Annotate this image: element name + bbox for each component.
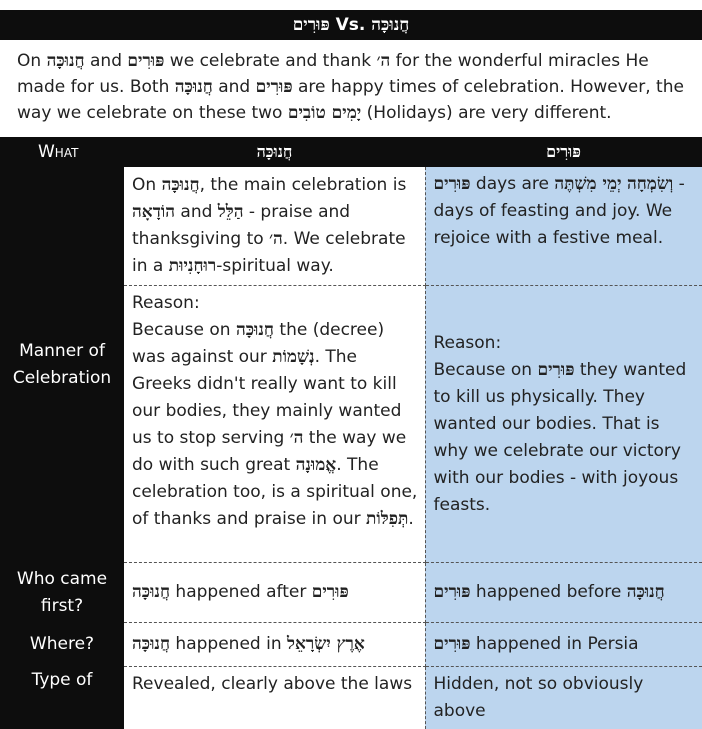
cell-chanukah-where [124,623,425,667]
cell-text: . The Greeks didn't really want to kill our bodies, they mainly wanted us to stop serving [132,347,401,448]
header-chanukah: חֲנוּכָּה [124,137,425,167]
cell-text: . We celebrate in a [132,229,406,276]
intro-hebrew: חֲנוּכָּה [47,51,85,71]
cell-chanukah-first [124,563,425,623]
cell-text: -spiritual way. [216,256,334,276]
intro-hebrew: יָמִים טוֹבִים [288,103,361,123]
cell-hebrew: פּוּרִים [434,582,471,602]
intro-text: and [213,77,256,97]
intro-text: (Holidays) are very different. [361,103,611,123]
title-chanukah: חֲנוּכָּה [371,15,409,35]
cell-purim-first [425,563,702,623]
title-vs: Vs. [336,15,366,35]
cell-hebrew: חֲנוּכָּה [162,175,200,195]
cell-text: - praise and thanksgiving to [132,202,350,249]
cell-text: days are [471,174,555,194]
cell-chanukah-type: Revealed, clearly above the laws [124,667,425,729]
cell-text: the (decree) was against our [132,320,384,367]
cell-chanukah-reason [124,286,425,563]
cell-text: , the main celebration is [200,175,407,195]
row-label-where: Where? [0,623,124,667]
label-line: Manner of [0,338,124,365]
cell-hebrew: חֲנוּכָּה [627,582,665,602]
cell-purim-where [425,623,702,667]
label-line: Celebration [0,365,124,392]
cell-hebrew: אֱמוּנָה [296,455,337,475]
intro-hebrew: פּוּרִים [127,51,164,71]
intro-hebrew: ה׳ [377,51,391,71]
intro-text: are happy times of celebration. However, the way we celebrate on these two [17,77,684,123]
cell-purim-reason [425,286,702,563]
cell-text: . [408,509,413,529]
cell-text: happened after [170,582,312,602]
cell-hebrew: חֲנוּכָּה [236,320,274,340]
intro-hebrew: חֲנוּכָּה [175,77,213,97]
row-label-first: Who came first? [0,563,124,623]
intro-paragraph [17,48,697,126]
cell-text: happened in [170,634,287,654]
intro-text: for the wonderful miracles He made for us. Both [17,51,649,97]
cell-hebrew: פּוּרִים [434,174,471,194]
row-label-type: Type of [0,667,124,729]
cell-text: Because on [132,320,236,340]
cell-hebrew: ה׳ [269,229,283,249]
cell-text: Because on [434,360,538,380]
cell-hebrew: חֲנוּכָּה [132,634,170,654]
cell-hebrew: הוֹדָאָה [132,202,175,222]
cell-purim-manner [425,167,702,286]
cell-text: and [175,202,218,222]
cell-hebrew: יְמֵי מִשְׁתֶּה [554,174,621,194]
cell-hebrew: רוּחָנִיוּת [169,256,216,276]
cell-hebrew: נְשָׁמוֹת [272,347,314,367]
header-what: What [0,137,124,167]
table-header-row [0,137,702,167]
cell-text: - days of feasting and joy. We rejoice with a festive meal. [434,174,685,248]
row-label-manner [0,167,124,563]
intro-text: On [17,51,47,71]
cell-hebrew: חֲנוּכָּה [132,582,170,602]
page-title [0,10,702,40]
intro-hebrew: פּוּרִים [256,77,293,97]
cell-text: On [132,175,162,195]
header-purim: פּוּרִים [425,137,702,167]
intro-text: we celebrate and thank [164,51,376,71]
cell-text: the way we do with such great [132,428,406,475]
comparison-table [0,137,702,729]
cell-hebrew: תְּפִלּוֹת [366,509,408,529]
table-row [0,623,702,667]
cell-text: they wanted to kill us physically. They wanted our bodies. That is why we celebrate our victory with our bodies - with joyous feasts. [434,360,687,515]
cell-hebrew: הַלֵּל [218,202,244,222]
cell-text: . The celebration too, is a spiritual one, of thanks and praise in our [132,455,417,529]
cell-purim-type: Hidden, not so obviously above [425,667,702,729]
reason-heading: Reason: [132,290,419,317]
cell-hebrew: פּוּרִים [537,360,574,380]
cell-hebrew: אֶרֶץ יִשְׂרָאֵל [287,634,365,654]
table-row [0,563,702,623]
cell-hebrew: פּוּרִים [312,582,349,602]
cell-chanukah-manner [124,167,425,286]
intro-text: and [85,51,128,71]
cell-hebrew: פּוּרִים [434,634,471,654]
table-row [0,167,702,286]
cell-text: happened in Persia [471,634,639,654]
cell-hebrew: וְשִׂמְחָה [627,174,673,194]
cell-text: happened before [471,582,627,602]
title-purim: פּוּרִים [293,15,330,35]
table-row [0,667,702,729]
reason-heading: Reason: [434,330,699,357]
cell-hebrew: ה׳ [290,428,304,448]
